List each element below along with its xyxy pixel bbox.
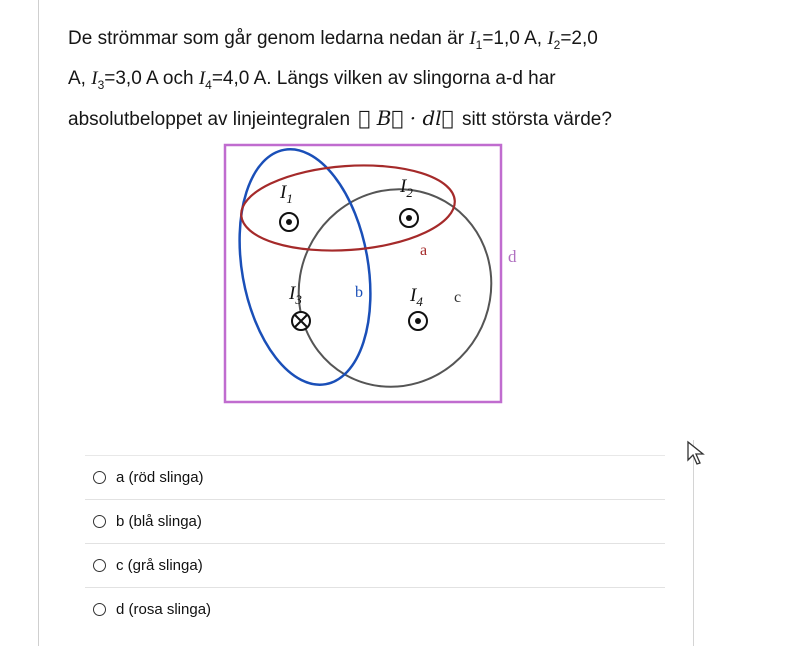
loops-figure xyxy=(215,138,515,408)
radio-b[interactable] xyxy=(93,515,106,528)
loops-diagram xyxy=(215,138,515,408)
option-b-label: b (blå slinga) xyxy=(116,513,202,530)
radio-c[interactable] xyxy=(93,559,106,572)
card-left-border xyxy=(38,0,39,646)
radio-a[interactable] xyxy=(93,471,106,484)
wire-i1-out-symbol xyxy=(280,213,298,231)
loop-b xyxy=(222,139,387,395)
label-loop-c: c xyxy=(454,289,462,306)
radio-d[interactable] xyxy=(93,603,106,616)
label-loop-d: d xyxy=(508,247,517,266)
option-d-label: d (rosa slinga) xyxy=(116,601,212,618)
wire-i2-out-symbol xyxy=(400,209,418,227)
option-a-label: a (röd slinga) xyxy=(116,469,204,486)
option-a[interactable] xyxy=(85,455,665,499)
mouse-pointer-icon xyxy=(686,440,706,473)
answer-options xyxy=(85,455,665,631)
option-d[interactable] xyxy=(85,587,665,631)
label-i3: $I_3$ xyxy=(289,283,302,307)
option-c[interactable] xyxy=(85,543,665,587)
wire-i4-out-symbol xyxy=(409,312,427,330)
label-loop-b: b xyxy=(355,284,363,301)
loop-d xyxy=(225,145,501,402)
label-i2: $I_2$ xyxy=(400,176,413,200)
option-b[interactable] xyxy=(85,499,665,543)
label-i4: $I_4$ xyxy=(410,285,423,309)
line-integral-formula: ∮ B⃗ · dl⃗ xyxy=(358,105,454,130)
option-c-label: c (grå slinga) xyxy=(116,557,203,574)
label-i1: $I_1$ xyxy=(280,182,293,206)
wire-i3-in-symbol xyxy=(292,312,310,330)
question-text: De strömmar som går genom ledarna nedan är $I_1=1,0$ A, $I_2=2,0$ A, $I_3=3,0$ A och $I_4=4,0$ A. Längs vilken av slingorna a-d har absolutbeloppet av linjeintegralen ∮ B⃗ · dl⃗ sitt största värde? xyxy=(68,28,612,130)
label-loop-a: a xyxy=(420,242,428,259)
